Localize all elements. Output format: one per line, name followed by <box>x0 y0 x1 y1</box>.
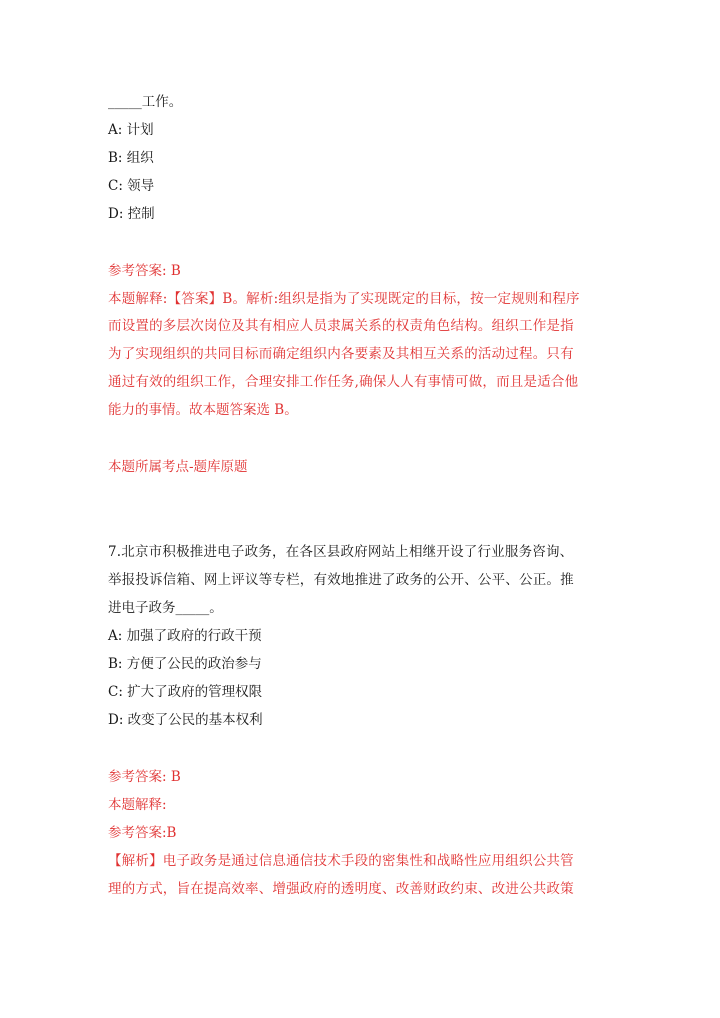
q6-explanation-line-3: 为了实现组织的共同目标而确定组织内各要素及其相互关系的活动过程。只有 <box>108 346 574 362</box>
q6-answer: 参考答案: B <box>108 263 181 279</box>
q7-option-c: C: 扩大了政府的管理权限 <box>108 684 263 700</box>
q6-explanation-line-4: 通过有效的组织工作，合理安排工作任务,确保人人有事情可做，而且是适合他 <box>108 374 579 390</box>
q6-source: 本题所属考点-题库原题 <box>108 459 248 475</box>
q6-stem-tail: _____工作。 <box>108 94 183 110</box>
q7-stem-line-3: 进电子政务_____。 <box>108 600 223 616</box>
q6-option-b: B: 组织 <box>108 150 154 166</box>
q7-explanation-label: 本题解释: <box>108 797 167 813</box>
q7-option-b: B: 方便了公民的政治参与 <box>108 656 262 672</box>
q7-stem-line-2: 举报投诉信箱、网上评议等专栏，有效地推进了政务的公开、公平、公正。推 <box>108 572 574 588</box>
q6-explanation-line-1: 本题解释:【答案】B。解析:组织是指为了实现既定的目标，按一定规则和程序 <box>108 291 580 307</box>
q7-answer: 参考答案: B <box>108 769 181 785</box>
q7-option-d: D: 改变了公民的基本权利 <box>108 712 263 728</box>
q7-analysis-line-2: 理的方式，旨在提高效率、增强政府的透明度、改善财政约束、改进公共政策 <box>108 881 574 897</box>
q6-option-d: D: 控制 <box>108 206 155 222</box>
q7-analysis-line-1: 【解析】电子政务是通过信息通信技术手段的密集性和战略性应用组织公共管 <box>108 853 574 869</box>
q7-option-a: A: 加强了政府的行政干预 <box>108 628 262 644</box>
q6-explanation-line-2: 而设置的多层次岗位及其有相应人员隶属关系的权责角色结构。组织工作是指 <box>108 318 574 334</box>
q7-stem-line-1: 7.北京市积极推进电子政务，在各区县政府网站上相继开设了行业服务咨询、 <box>108 544 574 560</box>
q7-answer-repeat: 参考答案:B <box>108 825 177 841</box>
q6-option-a: A: 计划 <box>108 122 154 138</box>
q6-explanation-line-5: 能力的事情。故本题答案选 B。 <box>108 402 298 418</box>
q6-option-c: C: 领导 <box>108 178 155 194</box>
